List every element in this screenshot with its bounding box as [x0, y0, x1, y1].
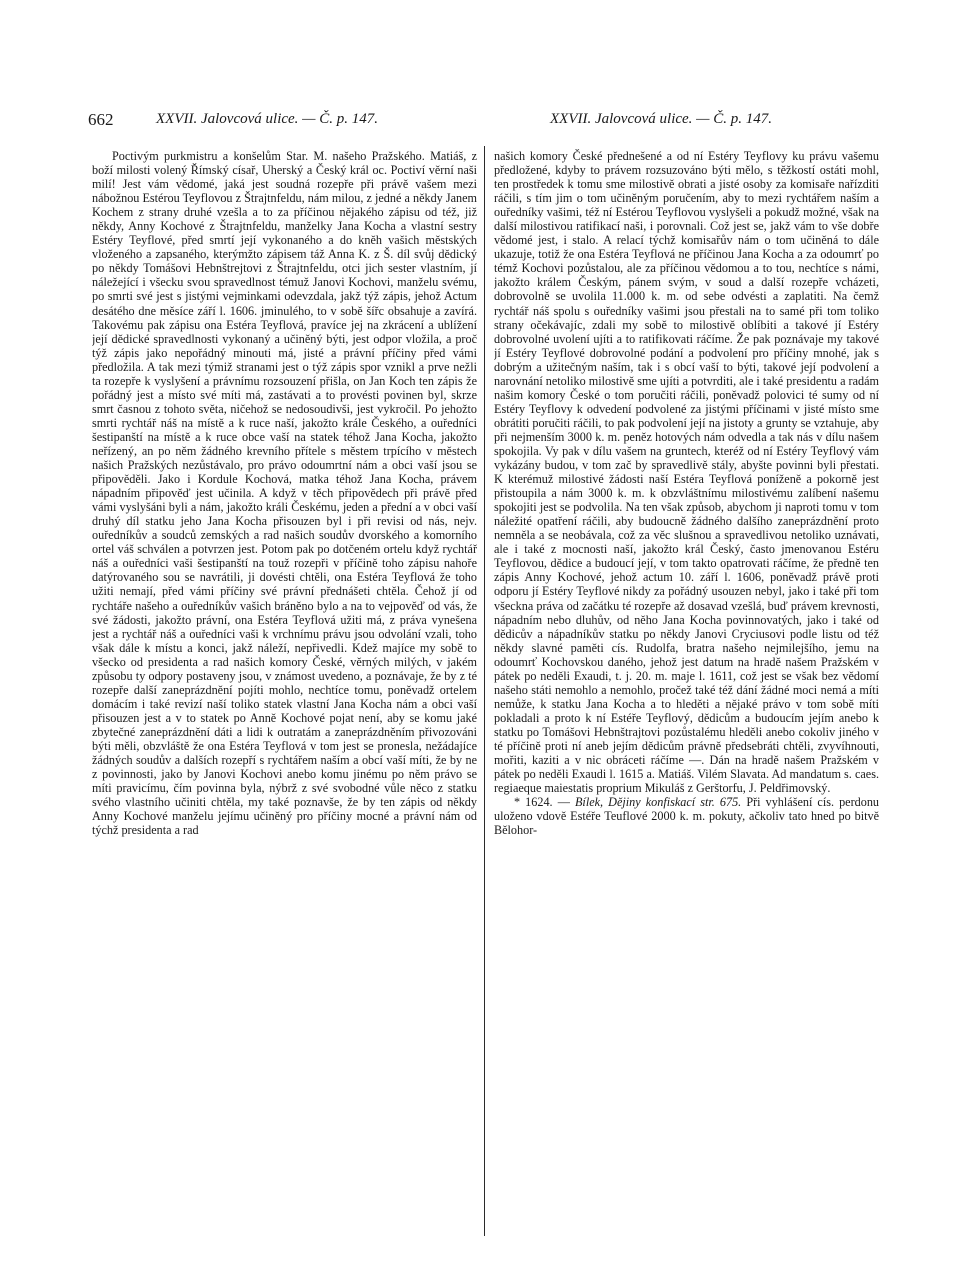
footnote-marker: * 1624. — — [514, 795, 570, 810]
running-head — [88, 110, 880, 132]
column-divider — [484, 146, 485, 1236]
footnote — [494, 795, 879, 837]
footnote-citation: Bílek, Dějiny konfiskací str. 675. — [574, 795, 742, 810]
page-number: 662 — [88, 110, 114, 129]
left-column-text: Poctivým purkmistru a konšelům Star. M. našeho Pražského. Matiáš, z boží milosti volený Římský císař, Uherský a Český král oc. Poctiví věrní naši milí! Jest vám vědomé, jaká jest soudná rozepře při právě vašem mezi nábožnou Estérou Teyflovou z Štrajtnfeldu, nám milou, z jedné a někdy Janem Kochem z strany druhé vzešla a to za příčinou nějakého zápisu od též, již někdy, Anny Kochové z Štrajtnfeldu, manželky Jana Kocha a vlastní sestry Estéry Teyflové, před smrtí její vykonaného a do kněh vašich městských vloženého a zapsaného, kterýmžto zápisem táž Anna K. z Š. díl svůj dědický po někdy Tomášovi Hebnštrejtovi z Štrajtnfeldu, otci jich sester vlastním, jí náležející i všecku svou spravedlnost témuž Janovi Kochovi, manželu svému, po smrti své jest s jistými vejminkami odevzdala, jakž týž zápis, jehož Actum desátého dne měsíce září l. 1606. jminulého, to v sobě šířc obsahuje a zavírá. Takovému pak zápisu ona Estéra Teyflová, pravíce jej na zkrácení a ublížení její dědické spravedlnosti vykonaný a učiněný býti, jest odpor vložila, a proč týž zápis jako nepořádný minouti má, jisté a právní příčiny před vámi předložila. A tak mezi týmiž stranami jest o týž zápis spor vznikl a prve nežli ta rozepře k vyslyšení a právnímu rozsouzení přišla, on Jan Koch ten zápis že pořádný jest a místo své míti má, zastávati a to provésti povinen byl, skrze smrt časnou z tohoto světa, ničehož se nedosoudivši, jest vykročil. Po jehožto smrti rychtář náš na místě a k ruce naší, jakožto krále Českého, a ouředníci šestipanští na místě a k ruce obce vaší na statek téhož Jana Kocha, jakožto neřízený, an po něm žádného krevního přítele s městem trpícího v městech našich Pražských nezůstávalo, pro právo odoumrtní nám a obci vaší jsou se připověděli. Jako i Kordule Kochová, matka téhož Jana Kocha, právem nápadním připověď jest učinila. A když v těch připovědech při právě před vámi vyslyšáni byli a nám, jakožto králi Českému, jeden a přední a v obci vaší druhý díl statku jeho Jana Kocha přisouzen byl i při revisi od nás, nejv. ouředníkův a soudců zemských a rad našich soudův dvorského a komorního ortel váš schválen a potvrzen jest. Potom pak po dotčeném ortelu když rychtář náš a ouředníci vaši šestipanští na touž rozepři v příčině toho zápisu nahoře datýrovaného sou se navrátili, ji dovésti chtěli, ona Estéra Teyflová že toho užiti nemají, před vámi příčiny své právní přednášeti chtěla. Čehož jí od rychtáře našeho a ouředníkův vašich bráněno bylo a na to vejpověď od vás, že své žádosti, jakožto právní, ona Estéra Teyflová užiti má, z práva vynešena jest a rychtář náš a ouředníci vaši k vrchnímu právu jsou odvolání vzali, toho však dále k místu a konci, jakž náleží, nepřivedli. Kdež majíce my sobě to všecko od presidenta a rad našich komory České, věrných milých, v jakém způsobu ty odpory postaveny jsou, v známost uvedeno, a poznávaje, že by z té rozepře další zaneprázdnění pojíti mohlo, nechtíce tomu, poněvadž ortelem domácím i také revizí naší toliko statek vlastní Jana Kocha nám a obci vaší přisouzen jest a v to statek po Anně Kochové pojat není, aby se komu jaké zbytečné zaneprázdnění dáti a lidi k outratám a zaneprázdněním přivozováni býti měli, obzvláště že ona Estéra Teyflová v tom jest se pronesla, nežádajíce žádných soudův a dalších rozepří s rychtářem naším a obcí vaší míti, že by ne z povinnosti, jako by Janovi Kochovi anebo komu jinému po něm právo se míti pravicímu, čím povinna byla, nýbrž z své svobodné vůle něco z statku svého vlastního učiniti chtěla, my také poznavše, že by ten zápis od někdy Anny Kochové manželu jejímu učiněný pro příčiny mocné a právní nám od týchž presidenta a rad — [92, 149, 477, 838]
right-running-title: XXVII. Jalovcová ulice. — Č. p. 147. — [550, 111, 773, 127]
footnote-text: Při vyhlášení cís. perdonu uloženo vdově Estéře Teuflové 2000 k. m. pokuty, ačkoliv tato hned po bitvě Bělohor- — [494, 795, 879, 838]
left-running-title: XXVII. Jalovcová ulice. — Č. p. 147. — [156, 111, 379, 127]
left-column — [92, 149, 477, 1234]
right-column — [494, 149, 879, 1234]
right-column-text: našich komory České přednešené a od ní Estéry Teyflovy ku právu vašemu předložené, kdyby to právem rozsuzováno býti mělo, s těžkostí ostáti mohl, ten prostředek k tomu sme milostivě obrati a jisté osoby za komisaře nařízditi ráčili, s tím jim o tom učiněným poručením, aby to mezi rychtářem naším a ouředníky vašimi, též ní Estérou Teyflovou vyslyšeli a pokudž možné, však na další milostivou ratifikací naši, i porovnali. Což jest se, jakž vám to vše dobře vědomé jest, i stalo. A relací týchž komisařův nám o tom učiněná to dále ukazuje, totiž že ona Estéra Teyflová ne příčinou Jana Kocha a za odoumrť po témž Kochovi pozůstalou, ale za příčinou vědomou a to tou, nechtíce s námi, jakožto králem Českým, pánem svým, v soud a další rozepře vcházeti, dobrovolně se uvolila 11.000 k. m. od sebe odvésti a zaplatiti. Na čemž rychtář náš spolu s ouředníky vašimi jsou přestali na to samé při tom toliko strany očekávajíc, zdali my sobě to milostivě oblíbiti a takové jí Estéry dobrovolné uvolení ujíti a to ratifikovati ráčíme. Že pak poznávaje my takové jí Estéry Teyflové dobrovolné podání a podvolení pro příčiny mnohé, jak s dobrým a užitečným naším, tak i s obcí vaší to býti, takové její podvolení a narovnání netoliko milostivě sme ujíti a potvrditi, ale i také presidentu a radám našim komory České o tom poručiti ráčili, poněvadž polovici té sumy od ní Estéry Teyflovy k odvedení podvolené za jistými příčinami v jisté místo sme obrátiti poručiti ráčili, to pak podvolení její na jistoty a grunty se vztahuje, aby při nejmenším 3000 k. m. peněz hotových nám odvedla a tak nás v dílu našem spokojila. Vy pak v dílu vašem na gruntech, kteréž od ní Estéry Teyflový vám vykázány budou, v tom zač by spravedlivě stály, abyšte povinni byli přestati. K kterémuž milostivé žádosti naší Estéra Teyflová poníženě a pokorně jest přistoupila a nám 3000 k. m. k obzvláštnímu milostivému zalíbení našemu spokojiti jest se podvolila. Na ten však způsob, abychom ji naproti tomu v tom náležité opatření ráčili, aby budoucně žádného dalšího zaneprázdnění proto nemněla a se neobávala, což za věc slušnou a spravedlivou netoliko uznávati, ale i také z mocnosti naší, jakožto král Český, často jmenovanou Estéru Teyflovou, dědice a budoucí její, v tom takto opatrovati ráčíme, že předně ten zápis Anny Kochové, jehož actum 10. září l. 1606, poněvadž právě proti odporu jí Estéry Teyflové nikdy za pořádný usouzen nebyl, jako i také při tom všeckna práva od začátku té rozepře až dosavad vzešlá, buď právem krevnosti, nápadním nebo dluhův, od něho Jana Kocha povinnovatých, jako i také od dědicův a nápadníkův statku po někdy Janovi Cryciusovi podle listu od též někdy slavné paměti cís. Rudolfa, bratra našeho nejmilejšího, jemu na odoumrť Kochovskou daného, jehož jest datum na hradě našem Pražském v pátek po neděli Exaudi, t. j. 20. m. maje l. 1611, což jest se však bez vědomí našeho státi nemohlo a nemohlo, pročež také též dání žádné moci nemá a míti nemůže, k statku Jana Kocha a to hleděti a nějaké právo v tom sobě míti pokladali a proto k ní Estéře Teyflový, dědicům a budoucím jejím anebo k statku po Tomášovi Hebnštrajtovi pozůstalému hleděli anebo cokoliv jiného v té příčině proti ní aneb jejím dědicům právně předsebráti chtěli, zvyvíhnouti, mořiti, kaziti a v nic obráceti ráčíme —. Dán na hradě našem Pražském v pátek po neděli Exaudi l. 1615 a. Matiáš. Vilém Slavata. Ad mandatum s. caes. regiaeque maiestatis proprium Mikuláš z Gerštorfu, J. Peldřimovský. — [494, 149, 879, 796]
